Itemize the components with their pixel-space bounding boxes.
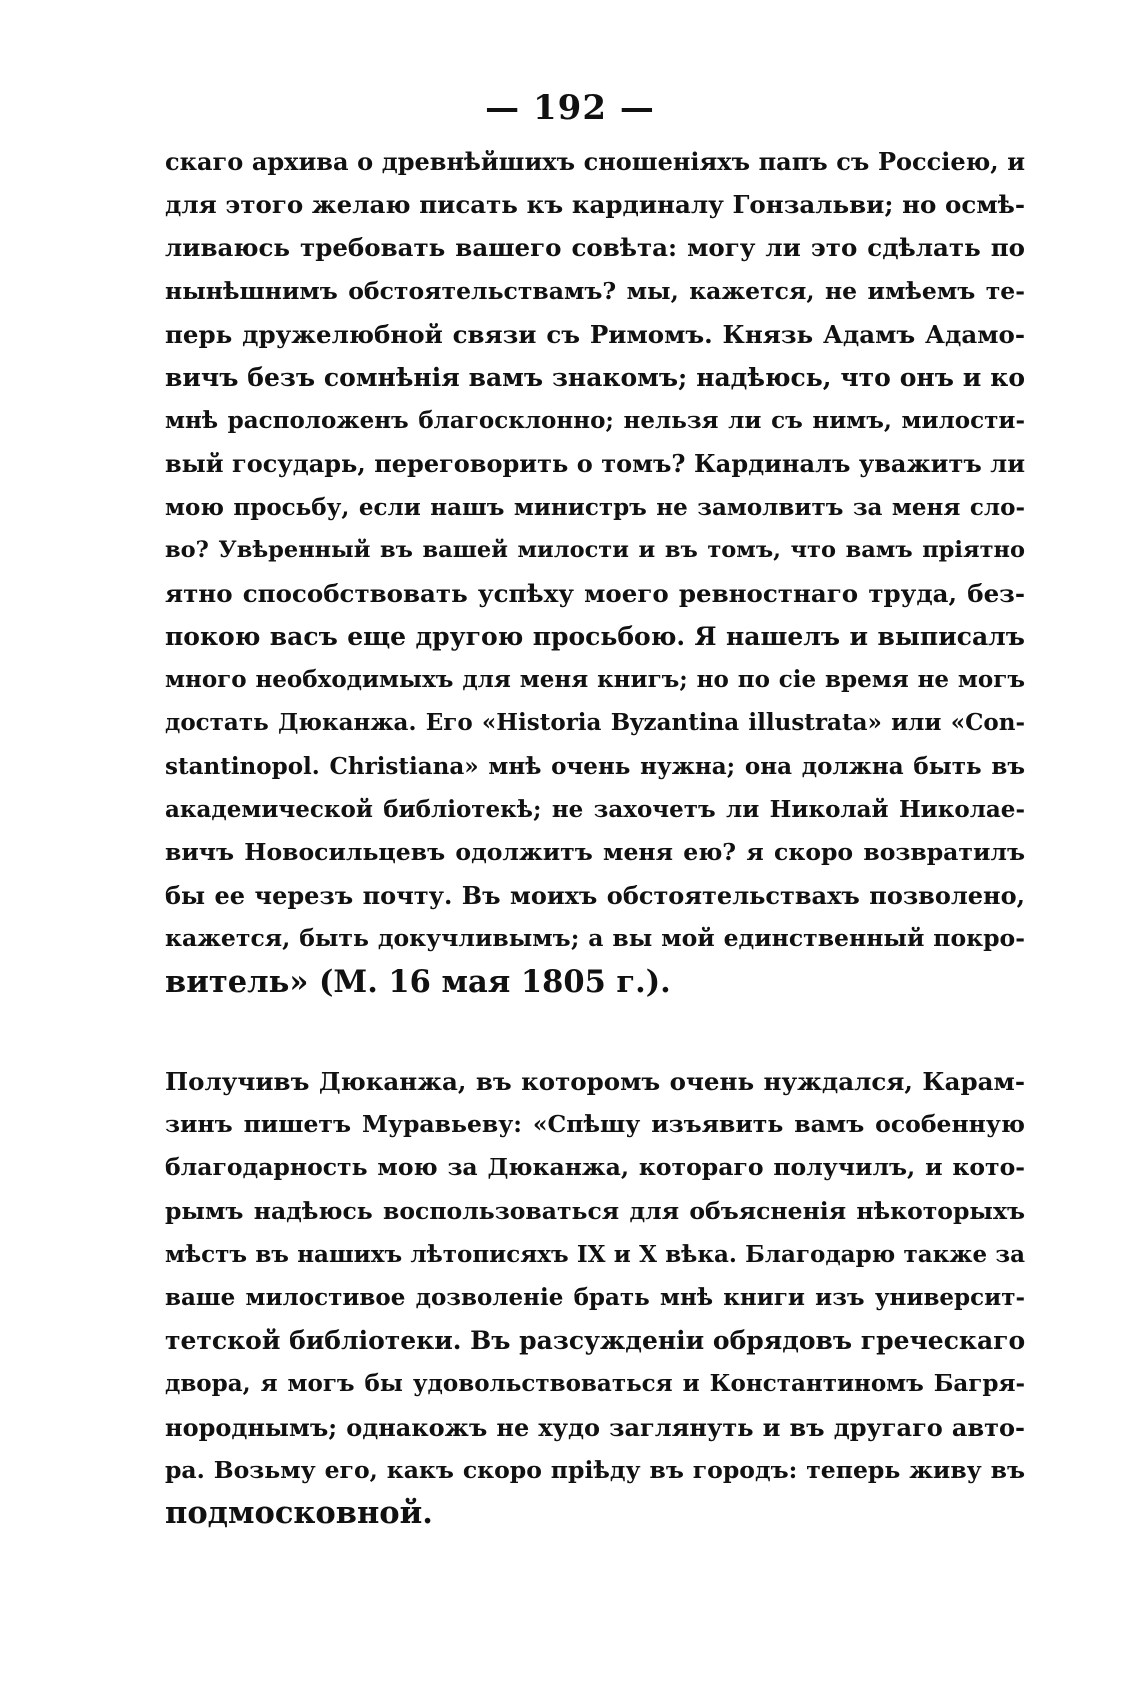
- text-line: вый государь, переговорить о томъ? Кардиналъ уважитъ ли: [165, 449, 1025, 479]
- text-line: нынѣшнимъ обстоятельствамъ? мы, кажется, не имѣемъ те-: [165, 276, 1025, 305]
- text-line: тетской библіотеки. Въ разсужденіи обрядовъ греческаго: [165, 1326, 1026, 1356]
- page-number: — 192 —: [485, 88, 655, 128]
- text-line: кажется, быть докучливымъ; а вы мой единственный покро-: [165, 924, 1025, 953]
- text-line: покою васъ еще другою просьбою. Я нашелъ и выписалъ: [165, 622, 1025, 652]
- text-line: ятно способствовать успѣху моего ревностнаго труда, без-: [165, 578, 1025, 608]
- text-line: рымъ надѣюсь воспользоваться для объясненія нѣкоторыхъ: [165, 1196, 1025, 1225]
- text-line: достать Дюканжа. Его «Historia Byzantina illustrata» или «Con-: [165, 709, 1025, 737]
- text-line: подмосковной.: [165, 1494, 433, 1531]
- text-line: stantinopol. Christiana» мнѣ очень нужна; она должна быть въ: [165, 752, 1025, 780]
- text-line: витель» (М. 16 мая 1805 г.).: [165, 963, 671, 1000]
- text-line: скаго архива о древнѣйшихъ сношеніяхъ папъ съ Россіею, и: [165, 147, 1025, 176]
- text-line: ваше милостивое дозволеніе брать мнѣ книги изъ университ-: [165, 1283, 1025, 1311]
- text-line: зинъ пишетъ Муравьеву: «Спѣшу изъявить вамъ особенную: [165, 1110, 1025, 1139]
- text-line: много необходимыхъ для меня книгъ; но по сіе время не могъ: [165, 666, 1025, 694]
- text-line: бы ее черезъ почту. Въ моихъ обстоятельствахъ позволено,: [165, 881, 1025, 911]
- text-line: академической библіотекѣ; не захочетъ ли Николай Николае-: [165, 795, 1025, 823]
- text-line: Получивъ Дюканжа, въ которомъ очень нуждался, Карам-: [165, 1067, 1025, 1096]
- text-line: благодарность мою за Дюканжа, котораго получилъ, и кото-: [165, 1153, 1025, 1182]
- text-line: ливаюсь требовать вашего совѣта: могу ли это сдѣлать по: [165, 233, 1025, 263]
- text-line: вичъ Новосильцевъ одолжитъ меня ею? я скоро возвратилъ: [165, 838, 1025, 866]
- paragraph-ducange-received: [165, 1060, 1025, 1535]
- text-line: мою просьбу, если нашъ министръ не замолвитъ за меня сло-: [165, 493, 1025, 521]
- text-line: для этого желаю писать къ кардиналу Гонзальви; но осмѣ-: [165, 190, 1025, 220]
- paragraph-letter-quote: [165, 140, 1025, 1004]
- text-line: нороднымъ; однакожъ не худо заглянуть и въ другаго авто-: [165, 1412, 1025, 1442]
- text-line: перь дружелюбной связи съ Римомъ. Князь Адамъ Адамо-: [165, 319, 1025, 349]
- text-line: мѣстъ въ нашихъ лѣтописяхъ IX и X вѣка. Благодарю также за: [165, 1240, 1025, 1268]
- text-line: двора, я могъ бы удовольствоваться и Константиномъ Багря-: [165, 1370, 1025, 1398]
- text-line: ра. Возьму его, какъ скоро пріѣду въ городъ: теперь живу въ: [165, 1455, 1025, 1484]
- text-line: во? Увѣренный въ вашей милости и въ томъ, что вамъ пріятно: [165, 536, 1025, 563]
- text-line: мнѣ расположенъ благосклонно; нельзя ли съ нимъ, милости-: [165, 407, 1025, 435]
- text-line: вичъ безъ сомнѣнія вамъ знакомъ; надѣюсь, что онъ и ко: [165, 362, 1025, 392]
